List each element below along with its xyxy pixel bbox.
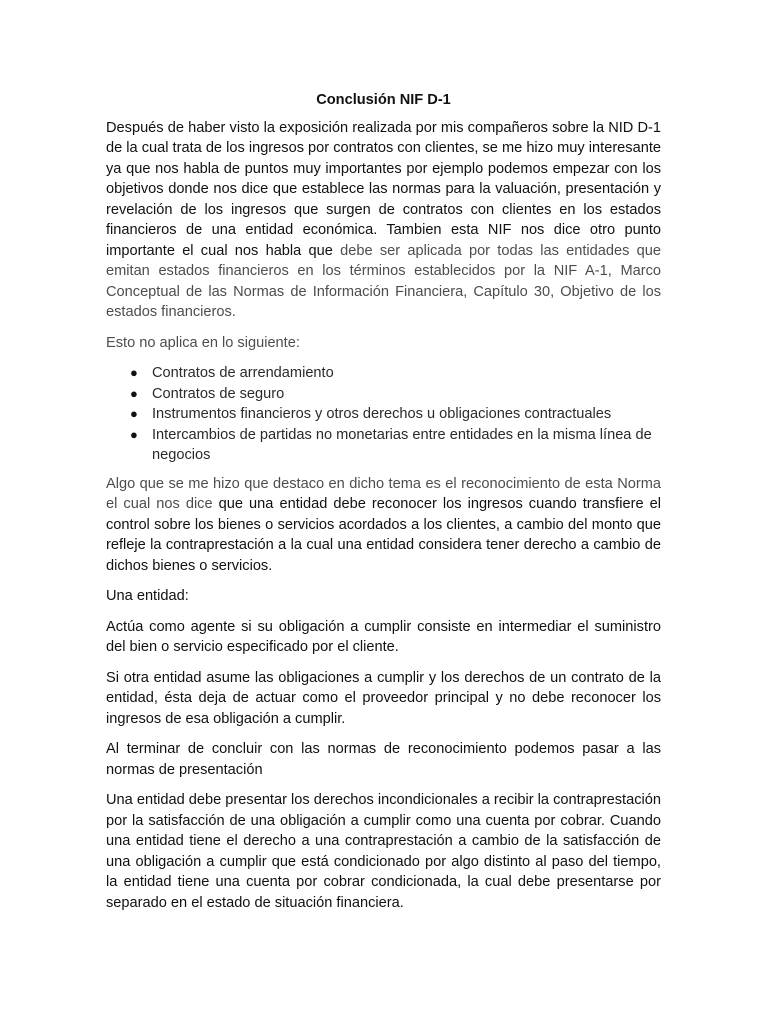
paragraph-intro-text: Después de haber visto la exposición realizada por mis compañeros sobre la NID D-1 de la cual trata de los ingresos por contratos con clientes, se me hizo muy interesante ya que nos habla de puntos muy importantes por ejemplo podemos empezar con los objetivos donde nos dice que establece las normas para la valuación, presentación y revelación de los ingresos que surgen de contratos con clientes en los estados financieros de una entidad económica. Tambien esta NIF nos dice otro punto importante el cual nos habla que	[106, 119, 661, 259]
paragraph-agent: Actúa como agente si su obligación a cumplir consiste en intermediar el suministro del bien o servicio especificado por el cliente.	[106, 618, 661, 655]
bullet-icon: ●	[130, 406, 138, 421]
list-item	[130, 404, 661, 425]
list-item-text: Contratos de seguro	[152, 385, 285, 402]
list-item	[130, 384, 661, 405]
paragraph-intro-quote: debe ser aplicada por todas las entidades que emitan estados financieros en los términos establecidos por la NIF A-1, Marco Conceptual de las Normas de Información Financiera, Capítulo 30, Objetivo de los estados financieros.	[106, 242, 662, 320]
list-item-text: Intercambios de partidas no monetarias entre entidades en la misma línea de negocios	[152, 426, 652, 463]
bullet-icon: ●	[130, 385, 138, 401]
paragraph-recognition	[106, 474, 661, 577]
paragraph-recognition-text: que una entidad debe reconocer los ingresos cuando transfiere el control sobre los bienes o servicios acordados a los clientes, a cambio del monto que refleje la contraprestación a la cual una entidad considera tener derecho a cambio de dichos bienes o servicios.	[106, 496, 661, 574]
list-item-text: Instrumentos financieros y otros derechos u obligaciones contractuales	[152, 406, 612, 422]
list-item	[130, 425, 661, 466]
paragraph-exclusions-intro: Esto no aplica en lo siguiente:	[106, 334, 300, 351]
list-item	[130, 363, 661, 384]
paragraph-presentation: Una entidad debe presentar los derechos incondicionales a recibir la contraprestación por la satisfacción de una obligación a cumplir como una cuenta por cobrar. Cuando una entidad tiene el derecho a una contraprestación a cambio de la satisfacción de una obligación a cumplir que está condicionado por algo distinto al paso del tiempo, la entidad tiene una cuenta por cobrar condicionada, la cual debe presentarse por separado en el estado de situación financiera.	[106, 792, 661, 911]
exclusions-list	[106, 363, 661, 466]
paragraph-entity-heading: Una entidad:	[106, 588, 189, 604]
paragraph-presentation-intro: Al terminar de concluir con las normas de reconocimiento podemos pasar a las normas de presentación	[106, 741, 661, 778]
paragraph-principal: Si otra entidad asume las obligaciones a cumplir y los derechos de un contrato de la entidad, ésta deja de actuar como el proveedor principal y no debe reconocer los ingresos de esa obligación a cumplir.	[106, 669, 661, 727]
list-item-text: Contratos de arrendamiento	[152, 365, 334, 381]
document-page	[106, 90, 661, 923]
bullet-icon: ●	[130, 426, 138, 442]
document-title: Conclusión NIF D-1	[316, 92, 451, 108]
bullet-icon: ●	[130, 365, 138, 380]
paragraph-recognition-lead: Algo que se me hizo que destaco en dicho tema es el reconocimiento de esta Norma el cual nos dice	[106, 475, 661, 512]
paragraph-intro	[106, 118, 661, 323]
